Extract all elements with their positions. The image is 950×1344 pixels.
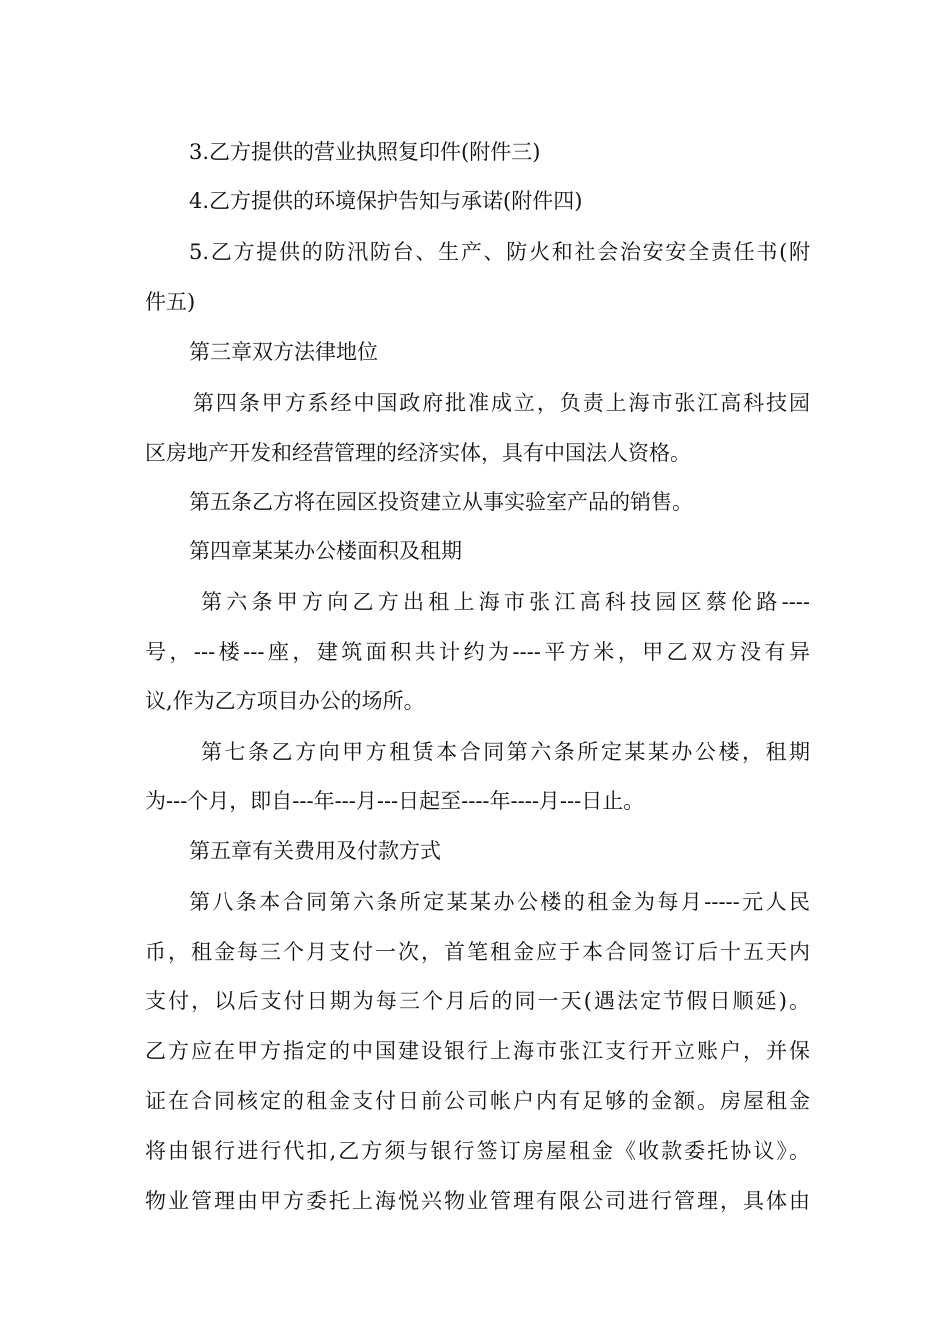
- article-8-line-4: 乙方应在甲方指定的中国建设银行上海市张江支行开立账户，并保: [145, 1039, 810, 1063]
- article-8-line-7: 物业管理由甲方委托上海悦兴物业管理有限公司进行管理，具体由: [145, 1189, 810, 1213]
- text-line-attachment-5: 5.乙方提供的防汛防台、生产、防火和社会治安安全责任书(附: [189, 240, 810, 264]
- article-6-line-1: 第六条甲方向乙方出租上海市张江高科技园区蔡伦路----: [201, 590, 810, 614]
- article-7-line-2: 为---个月，即自---年---月---日起至----年----月---日止。: [145, 789, 645, 813]
- article-5-line: 第五条乙方将在园区投资建立从事实验室产品的销售。: [189, 490, 693, 514]
- chapter-heading-5: 第五章有关费用及付款方式: [189, 839, 441, 863]
- article-8-line-6: 将由银行进行代扣,乙方须与银行签订房屋租金《收款委托协议》。: [145, 1139, 810, 1163]
- chapter-heading-3: 第三章双方法律地位: [189, 340, 378, 364]
- text-line-attachment-4: 4.乙方提供的环境保护告知与承诺(附件四): [189, 189, 583, 213]
- article-8-line-2: 币，租金每三个月支付一次，首笔租金应于本合同签订后十五天内: [145, 940, 810, 964]
- article-8-line-3: 支付，以后支付日期为每三个月后的同一天(遇法定节假日顺延)。: [145, 989, 810, 1013]
- article-6-line-3: 议,作为乙方项目办公的场所。: [145, 689, 425, 713]
- text-line-attachment-3: 3.乙方提供的营业执照复印件(附件三): [189, 140, 541, 164]
- article-7-line-1: 第七条乙方向甲方租赁本合同第六条所定某某办公楼，租期: [201, 740, 810, 764]
- article-8-line-1: 第八条本合同第六条所定某某办公楼的租金为每月-----元人民: [189, 890, 810, 914]
- article-4-line-2: 区房地产开发和经营管理的经济实体，具有中国法人资格。: [145, 441, 691, 465]
- chapter-heading-4: 第四章某某办公楼面积及租期: [189, 539, 462, 563]
- text-line-attachment-5-cont: 件五): [145, 290, 196, 314]
- article-4-line-1: 第四条甲方系经中国政府批准成立，负责上海市张江高科技园: [193, 391, 810, 415]
- article-6-line-2: 号，---楼---座，建筑面积共计约为----平方米，甲乙双方没有异: [145, 640, 810, 664]
- article-8-line-5: 证在合同核定的租金支付日前公司帐户内有足够的金额。房屋租金: [145, 1089, 810, 1113]
